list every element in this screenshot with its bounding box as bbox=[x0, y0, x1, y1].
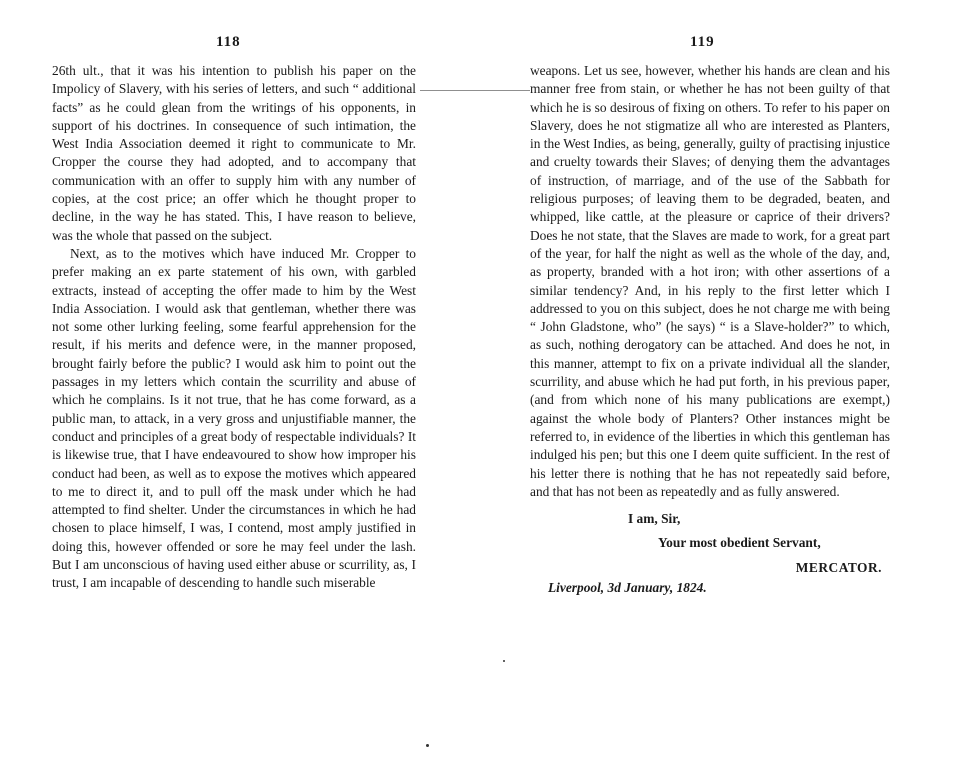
place-date: Liverpool, 3d January, 1824. bbox=[548, 580, 707, 596]
margin-rule bbox=[420, 90, 530, 91]
valediction: Your most obedient Servant, bbox=[658, 535, 821, 551]
left-paragraph-2: Next, as to the motives which have induced Mr. Cropper to prefer making an ex parte statement of his own, with garbled extracts, instead of accepting the offer made to him by the West India Association. I would ask that gentleman, whether there was not some other lurking feeling, some fearful apprehension for the result, if his merits and defence were, in the manner proposed, brought fairly before the public? I would ask him to point out the passages in my letters which contain the scurrility and abuse of which he complains. Is it not true, that he has come forward, as a public man, to attack, in a very gross and unjustifiable manner, the conduct and principles of a great body of respectable individuals? It is likewise true, that I have endeavoured to show how improper his conduct had been, as well as to expose the motives which appeared to me to direct it, and to pull off the mask under which he had attempted to find shelter. Under the circumstances in which he had chosen to place himself, I was, I contend, most amply justified in doing this, however offended or sore he may feel under the lash. But I am unconscious of having used either abuse or scurrility, as, I trust, I am incapable of descending to handle such miserable bbox=[52, 245, 416, 591]
letter-closing bbox=[530, 510, 890, 597]
salutation: I am, Sir, bbox=[628, 511, 681, 527]
left-paragraph-1: 26th ult., that it was his intention to publish his paper on the Impolicy of Slavery, with his series of letters, and such “ additional facts” as he could glean from the writings of his opponents, in support of his doctrines. In consequence of such intimation, the West India Association deemed it right to communicate to Mr. Cropper the course they had adopted, and to accompany that communication with an offer to supply him with any number of copies, at the cost price; an offer which he thought proper to decline, in the way he has stated. This, I have reason to believe, was the whole that passed on the subject. bbox=[52, 63, 416, 243]
signature: MERCATOR. bbox=[795, 559, 882, 575]
print-speck bbox=[503, 660, 505, 662]
right-page-number: 119 bbox=[690, 34, 715, 50]
right-paragraph: weapons. Let us see, however, whether his hands are clean and his manner free from stain, or whether he has not been guilty of that which he is so desirous of fixing on others. To refer to his paper on Slavery, does he not stigmatize all who are interested as Planters, in the West Indies, as being, generally, guilty of practising injustice and cruelty towards their Slaves; of denying them the advantages of instruction, of marriage, and of the use of the Sabbath for religious purposes; of leaving them to be degraded, beaten, and whipped, like cattle, at the pleasure or caprice of their drivers? Does he not state, that the Slaves are made to work, for a great part of the year, for half the night as well as the whole of the day, and, as property, branded with a hot iron; with other assertions of a similar tendency? And, in his reply to the first letter which I addressed to you on this subject, does he not charge me with being “ John Gladstone, who” (he says) “ is a Slave-holder?” to which, as such, nothing derogatory can be attached. And does he not, in this manner, attempt to fix on a private individual all the slander, scurrility, and abuse which he had put forth, in his previous paper, (and from which none of his many publications are exempt,) against the whole body of Planters? Other instances might be referred to, in evidence of the liberties in which this gentleman has indulged his pen; but this one I deem quite sufficient. In the rest of his letter there is nothing that he has not repeatedly said before, and that has not been as repeatedly and as fully answered. bbox=[530, 63, 890, 499]
right-page bbox=[530, 62, 890, 597]
left-page-number: 118 bbox=[216, 34, 241, 50]
left-page bbox=[52, 62, 416, 593]
print-speck bbox=[426, 744, 429, 747]
